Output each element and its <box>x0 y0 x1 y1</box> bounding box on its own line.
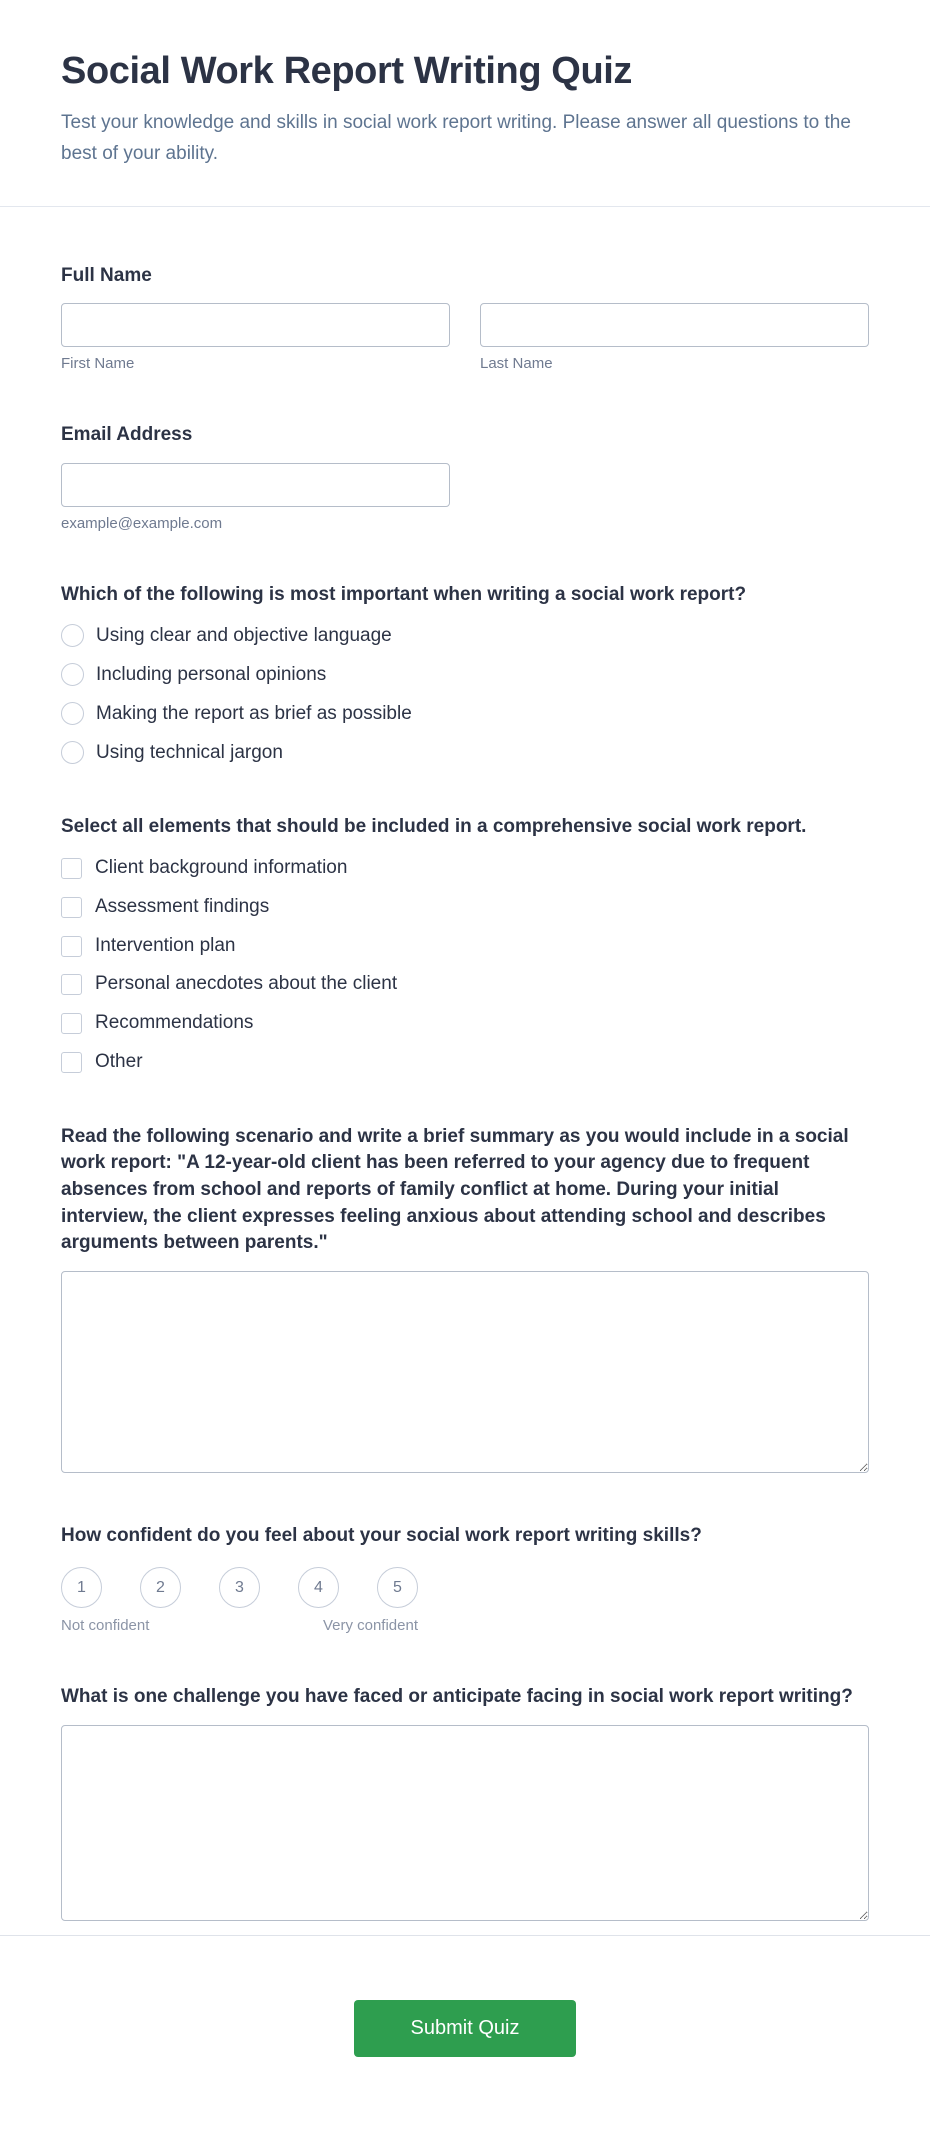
scale-option-3[interactable]: 3 <box>219 1567 260 1608</box>
elements-question-label: Select all elements that should be included in a comprehensive social work report. <box>61 816 807 838</box>
checkbox-option-label[interactable]: Intervention plan <box>95 934 236 956</box>
challenge-textarea[interactable] <box>61 1725 869 1921</box>
field-full-name <box>61 263 869 373</box>
form-title: Social Work Report Writing Quiz <box>61 50 633 92</box>
checkbox-icon[interactable] <box>61 897 82 918</box>
checkbox-icon[interactable] <box>61 858 82 879</box>
radio-option-technical-jargon[interactable] <box>61 741 869 764</box>
radio-option-label[interactable]: Making the report as brief as possible <box>96 702 412 724</box>
radio-option-clear-language[interactable] <box>61 624 869 647</box>
checkbox-option-label[interactable]: Assessment findings <box>95 895 270 917</box>
checkbox-option-label[interactable]: Client background information <box>95 857 348 879</box>
checkbox-option-background-info[interactable] <box>61 857 869 880</box>
checkbox-option-other[interactable] <box>61 1051 869 1074</box>
checkbox-icon[interactable] <box>61 974 82 995</box>
checkbox-option-label[interactable]: Other <box>95 1051 143 1073</box>
last-name-input[interactable] <box>480 303 869 347</box>
checkbox-option-assessment-findings[interactable] <box>61 896 869 919</box>
checkbox-icon[interactable] <box>61 1013 82 1034</box>
last-name-subfield <box>480 303 869 372</box>
field-elements-question <box>61 814 869 1073</box>
radio-option-label[interactable]: Using clear and objective language <box>96 624 392 646</box>
scale-option-4[interactable]: 4 <box>298 1567 339 1608</box>
radio-button-icon[interactable] <box>61 702 84 725</box>
submit-button[interactable]: Submit Quiz <box>354 2000 576 2057</box>
radio-option-brief-report[interactable] <box>61 702 869 725</box>
elements-options <box>61 857 869 1074</box>
form-header <box>0 0 930 207</box>
form-body <box>0 207 930 1921</box>
form-footer <box>0 1935 930 2109</box>
field-scenario-question <box>61 1124 869 1473</box>
radio-button-icon[interactable] <box>61 663 84 686</box>
radio-option-label[interactable]: Using technical jargon <box>96 741 283 763</box>
last-name-sublabel: Last Name <box>480 355 553 373</box>
scale-right-label: Very confident <box>322 1617 418 1635</box>
first-name-subfield <box>61 303 450 372</box>
email-sublabel: example@example.com <box>61 514 223 532</box>
radio-button-icon[interactable] <box>61 624 84 647</box>
first-name-input[interactable] <box>61 303 450 347</box>
name-inputs-row <box>61 303 869 372</box>
checkbox-option-recommendations[interactable] <box>61 1012 869 1035</box>
scenario-textarea[interactable] <box>61 1271 869 1473</box>
field-importance-question <box>61 582 869 765</box>
field-challenge-question <box>61 1684 869 1921</box>
confidence-scale-labels <box>61 1617 418 1634</box>
checkbox-option-label[interactable]: Recommendations <box>95 1012 254 1034</box>
email-input[interactable] <box>61 463 450 507</box>
form-subtitle: Test your knowledge and skills in social work report writing. Please answer all questions to the best of your ability. <box>61 112 851 165</box>
scale-option-2[interactable]: 2 <box>140 1567 181 1608</box>
scale-left-label: Not confident <box>61 1617 150 1635</box>
scenario-question-label: Read the following scenario and write a brief summary as you would include in a social work report: "A 12-year-old client has been referred to your agency due to frequent absences from school and reports of family conflict at home. During your initial interview, the client expresses feeling anxious about attending school and describes arguments between parents." <box>61 1125 849 1254</box>
full-name-label: Full Name <box>61 264 152 286</box>
radio-option-personal-opinions[interactable] <box>61 663 869 686</box>
scale-option-5[interactable]: 5 <box>377 1567 418 1608</box>
radio-button-icon[interactable] <box>61 741 84 764</box>
scale-option-1[interactable]: 1 <box>61 1567 102 1608</box>
checkbox-icon[interactable] <box>61 936 82 957</box>
importance-options <box>61 624 869 764</box>
field-email <box>61 422 869 532</box>
checkbox-option-intervention-plan[interactable] <box>61 935 869 958</box>
checkbox-option-label[interactable]: Personal anecdotes about the client <box>95 973 398 995</box>
confidence-question-label: How confident do you feel about your social work report writing skills? <box>61 1524 702 1546</box>
confidence-scale <box>61 1567 869 1608</box>
checkbox-icon[interactable] <box>61 1052 82 1073</box>
field-confidence-question <box>61 1523 869 1635</box>
checkbox-option-personal-anecdotes[interactable] <box>61 973 869 996</box>
first-name-sublabel: First Name <box>61 355 135 373</box>
importance-question-label: Which of the following is most important when writing a social work report? <box>61 583 747 605</box>
radio-option-label[interactable]: Including personal opinions <box>96 663 327 685</box>
email-label: Email Address <box>61 424 193 446</box>
challenge-question-label: What is one challenge you have faced or anticipate facing in social work report writing? <box>61 1686 853 1708</box>
